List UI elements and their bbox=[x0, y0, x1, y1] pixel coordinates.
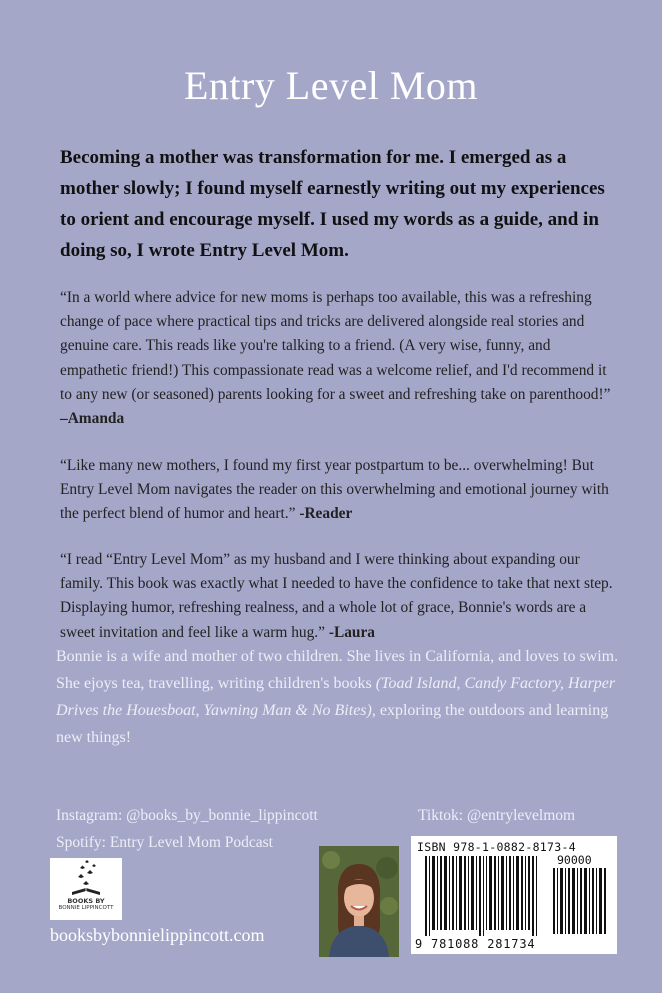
book-butterflies-icon bbox=[50, 858, 122, 898]
review-text: “In a world where advice for new moms is perhaps too available, this was a refreshing change of pace where practical tips and tricks are delivered alongside real stories and genuine care. This reads like you're talking to a friend. (A very wise, funny, and empathetic friend!) This compassionate read was a welcome relief, and I'd recommend it to any new (or seasoned) parents looking for a sweet and refreshing take on parenthood!” bbox=[60, 289, 611, 403]
author-photo bbox=[319, 846, 399, 957]
bio-text: Bonnie is a wife and mother of two children. She lives in California, and loves to swim. She ejoys tea, travelling, writing children's books bbox=[56, 648, 619, 692]
review-text: “Like many new mothers, I found my first year postpartum to be... overwhelming! But Entry Level Mom navigates the reader on this overwhelming and emotional journey with the perfect blend of humor and heart.” bbox=[60, 457, 609, 523]
review-author: –Amanda bbox=[60, 410, 125, 428]
author-bio bbox=[56, 643, 626, 751]
review-author: -Reader bbox=[299, 505, 353, 523]
spotify-podcast: Spotify: Entry Level Mom Podcast bbox=[56, 834, 273, 851]
isbn-barcode bbox=[411, 836, 617, 954]
review-text: “I read “Entry Level Mom” as my husband and I were thinking about expanding our family. This book was exactly what I needed to have the confidence to take that next step. Displaying humor, refreshing realness, and a whole lot of grace, Bonnie's words are a sweet invitation and feel like a warm hug.” bbox=[60, 551, 613, 641]
review-author: -Laura bbox=[328, 623, 376, 641]
book-title: Entry Level Mom bbox=[183, 63, 479, 108]
review-laura bbox=[60, 548, 620, 645]
publisher-logo-text: BOOKS BY BONNIE LIPPINCOTT bbox=[58, 897, 114, 911]
bio-text-end: , exploring the outdoors and learning new things! bbox=[56, 702, 609, 746]
instagram-handle: Instagram: @books_by_bonnie_lippincott bbox=[56, 807, 318, 824]
intro-paragraph: Becoming a mother was transformation for me. I emerged as a mother slowly; I found myself earnestly writing out my experiences to orient and encourage myself. I used my words as a guide, and in doing so, I wrote Entry Level Mom. bbox=[60, 147, 605, 261]
ean-digits: 9 781088 281734 bbox=[415, 937, 536, 951]
price-code: 90000 bbox=[557, 853, 592, 867]
review-amanda bbox=[60, 286, 620, 431]
bio-book-list: (Toad Island, Candy Factory, Harper Drives the Houesboat, Yawning Man & No Bites) bbox=[56, 675, 616, 719]
website-url[interactable]: booksbybonnielippincott.com bbox=[50, 925, 265, 945]
review-reader bbox=[60, 454, 620, 527]
isbn-number: ISBN 978-1-0882-8173-4 bbox=[417, 840, 576, 854]
publisher-logo bbox=[50, 858, 122, 920]
tiktok-handle: Tiktok: @entrylevelmom bbox=[418, 807, 576, 824]
